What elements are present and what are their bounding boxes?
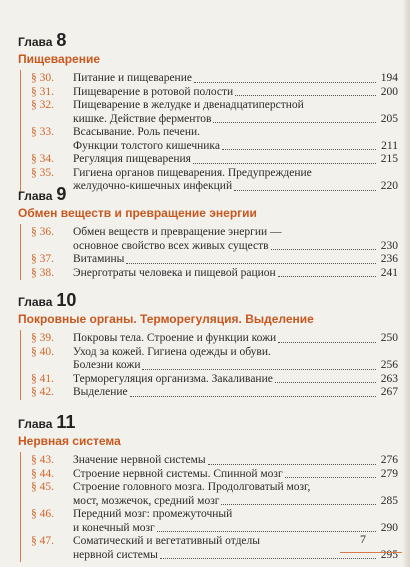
dot-leader <box>278 267 376 278</box>
section-number: § 38. <box>31 266 54 279</box>
section-number: § 31. <box>31 85 54 98</box>
section-number: § 39. <box>31 332 54 344</box>
entry-page-number: 263 <box>380 372 398 385</box>
entry-title-line: Болезни кожи <box>73 359 141 371</box>
entry-page-number: 256 <box>380 359 398 371</box>
entry-title-line: нервной системы <box>73 548 158 561</box>
entry-title-line: Выделение <box>73 386 128 398</box>
entry-title-line: Питание и пищеварение <box>73 72 192 84</box>
toc-entry[interactable] <box>31 126 398 153</box>
entry-title-line: Всасывание. Роль печени. <box>73 126 201 138</box>
entry-page-number: 211 <box>381 139 398 152</box>
chapter-entries <box>20 452 398 562</box>
entry-title-line: мост, мозжечок, средний мозг <box>73 494 220 507</box>
toc-entry[interactable] <box>31 373 398 387</box>
chapter-heading <box>18 184 398 206</box>
section-number: § 32. <box>31 99 54 111</box>
toc-entry[interactable] <box>31 253 398 267</box>
entry-title-line: Энерготраты человека и пищевой рацион <box>73 266 276 279</box>
toc-entry[interactable] <box>31 386 398 400</box>
page-fold-shadow <box>402 0 410 567</box>
entry-title-line: Гигиена органов пищеварения. Предупреждение <box>73 166 312 179</box>
dot-leader <box>130 386 376 397</box>
chapter-entries <box>20 330 398 400</box>
section-number: § 40. <box>31 345 54 358</box>
toc-entry[interactable] <box>31 72 398 86</box>
chapter-heading <box>18 290 398 312</box>
entry-title-line: Функции толстого кишечника <box>73 139 220 152</box>
entry-title-line: Строение головного мозга. Продолговатый мозг, <box>73 481 311 493</box>
section-number: § 41. <box>31 372 54 385</box>
section-number: § 30. <box>31 72 54 84</box>
entry-page-number: 267 <box>380 386 398 398</box>
chapter-9 <box>18 184 398 280</box>
chapter-number: 10 <box>56 290 77 310</box>
chapter-title: Нервная система <box>18 434 121 448</box>
section-number: § 45. <box>31 481 54 493</box>
chapter-word: Глава <box>18 35 53 49</box>
dot-leader <box>194 72 376 83</box>
entry-page-number: 290 <box>380 521 398 534</box>
dot-leader <box>213 113 376 124</box>
page-number: 7 <box>360 532 366 546</box>
section-number: § 46. <box>31 508 54 520</box>
toc-entry[interactable] <box>31 508 398 535</box>
chapter-11 <box>18 412 398 562</box>
toc-entry[interactable] <box>31 535 398 562</box>
section-number: § 42. <box>31 386 54 398</box>
section-number: § 36. <box>31 226 54 238</box>
entry-page-number: 215 <box>380 153 398 165</box>
dot-leader <box>208 454 376 465</box>
entry-title-line: Уход за кожей. Гигиена одежды и обуви. <box>73 345 271 358</box>
dot-leader <box>285 468 376 479</box>
section-number: § 44. <box>31 467 54 480</box>
entry-title-line: Регуляция пищеварения <box>73 153 191 165</box>
dot-leader <box>235 86 376 97</box>
toc-entry[interactable] <box>31 332 398 346</box>
dot-leader <box>126 253 376 264</box>
chapter-title: Обмен веществ и превращение энергии <box>18 206 257 220</box>
toc-entry[interactable] <box>31 226 398 253</box>
entry-page-number: 295 <box>380 548 398 561</box>
entry-title-line: Соматический и вегетативный отделы <box>73 535 260 547</box>
entry-title-line: Обмен веществ и превращение энергии — <box>73 226 282 238</box>
chapter-heading <box>18 30 398 52</box>
dot-leader <box>222 140 376 151</box>
chapter-word: Глава <box>18 295 53 309</box>
dot-leader <box>142 359 376 370</box>
entry-page-number: 276 <box>380 454 398 466</box>
section-number: § 35. <box>31 166 54 179</box>
toc-entry[interactable] <box>31 481 398 508</box>
toc-entry[interactable] <box>31 454 398 468</box>
dot-leader <box>193 153 376 164</box>
entry-page-number: 200 <box>380 85 398 98</box>
entry-page-number: 236 <box>380 253 398 265</box>
chapter-entries <box>20 224 398 280</box>
toc-entry[interactable] <box>31 267 398 281</box>
dot-leader <box>160 549 376 560</box>
section-number: § 34. <box>31 153 54 165</box>
chapter-8 <box>18 30 398 194</box>
dot-leader <box>157 522 376 533</box>
section-number: § 37. <box>31 253 54 265</box>
chapter-10 <box>18 290 398 400</box>
entry-title-line: желудочно-кишечных инфекций <box>73 180 233 192</box>
chapter-heading <box>18 412 398 434</box>
entry-page-number: 241 <box>380 266 398 279</box>
entry-page-number: 250 <box>380 332 398 344</box>
entry-page-number: 285 <box>380 494 398 507</box>
chapter-entries <box>20 70 398 194</box>
entry-page-number: 230 <box>380 239 398 252</box>
section-number: § 47. <box>31 535 54 547</box>
entry-title-line: кишке. Действие ферментов <box>73 112 212 125</box>
entry-title-line: Покровы тела. Строение и функции кожи <box>73 332 277 344</box>
entry-title-line: Терморегуляция организма. Закаливание <box>73 372 273 385</box>
chapter-title: Покровные органы. Терморегуляция. Выделение <box>18 312 314 326</box>
chapter-number: 9 <box>56 184 67 204</box>
entry-title-line: Строение нервной системы. Спинной мозг <box>73 467 283 480</box>
toc-entry[interactable] <box>31 99 398 126</box>
entry-page-number: 205 <box>380 112 398 125</box>
toc-entry[interactable] <box>31 153 398 167</box>
section-number: § 43. <box>31 454 54 466</box>
entry-page-number: 194 <box>380 72 398 84</box>
dot-leader <box>221 495 376 506</box>
entry-page-number: 279 <box>380 467 398 480</box>
dot-leader <box>275 373 376 384</box>
entry-title-line: основное свойство всех живых существ <box>73 239 269 252</box>
chapter-number: 8 <box>56 30 67 50</box>
dot-leader <box>271 240 376 251</box>
entry-page-number: 220 <box>380 180 398 192</box>
toc-entry[interactable] <box>31 468 398 482</box>
entry-title-line: Пищеварение в ротовой полости <box>73 85 234 98</box>
chapter-number: 11 <box>56 412 76 432</box>
entry-title-line: Витамины <box>73 253 125 265</box>
footer-rule <box>340 552 410 553</box>
toc-entry[interactable] <box>31 86 398 100</box>
entry-title-line: Передний мозг: промежуточный <box>73 508 233 520</box>
chapter-title: Пищеварение <box>18 52 100 66</box>
section-number: § 33. <box>31 126 54 138</box>
entry-title-line: и конечный мозг <box>73 521 155 534</box>
chapter-word: Глава <box>18 189 53 203</box>
entry-title-line: Пищеварение в желудке и двенадцатиперстной <box>73 99 304 111</box>
chapter-word: Глава <box>18 417 53 431</box>
entry-title-line: Значение нервной системы <box>73 454 206 466</box>
toc-entry[interactable] <box>31 346 398 373</box>
dot-leader <box>278 332 376 343</box>
